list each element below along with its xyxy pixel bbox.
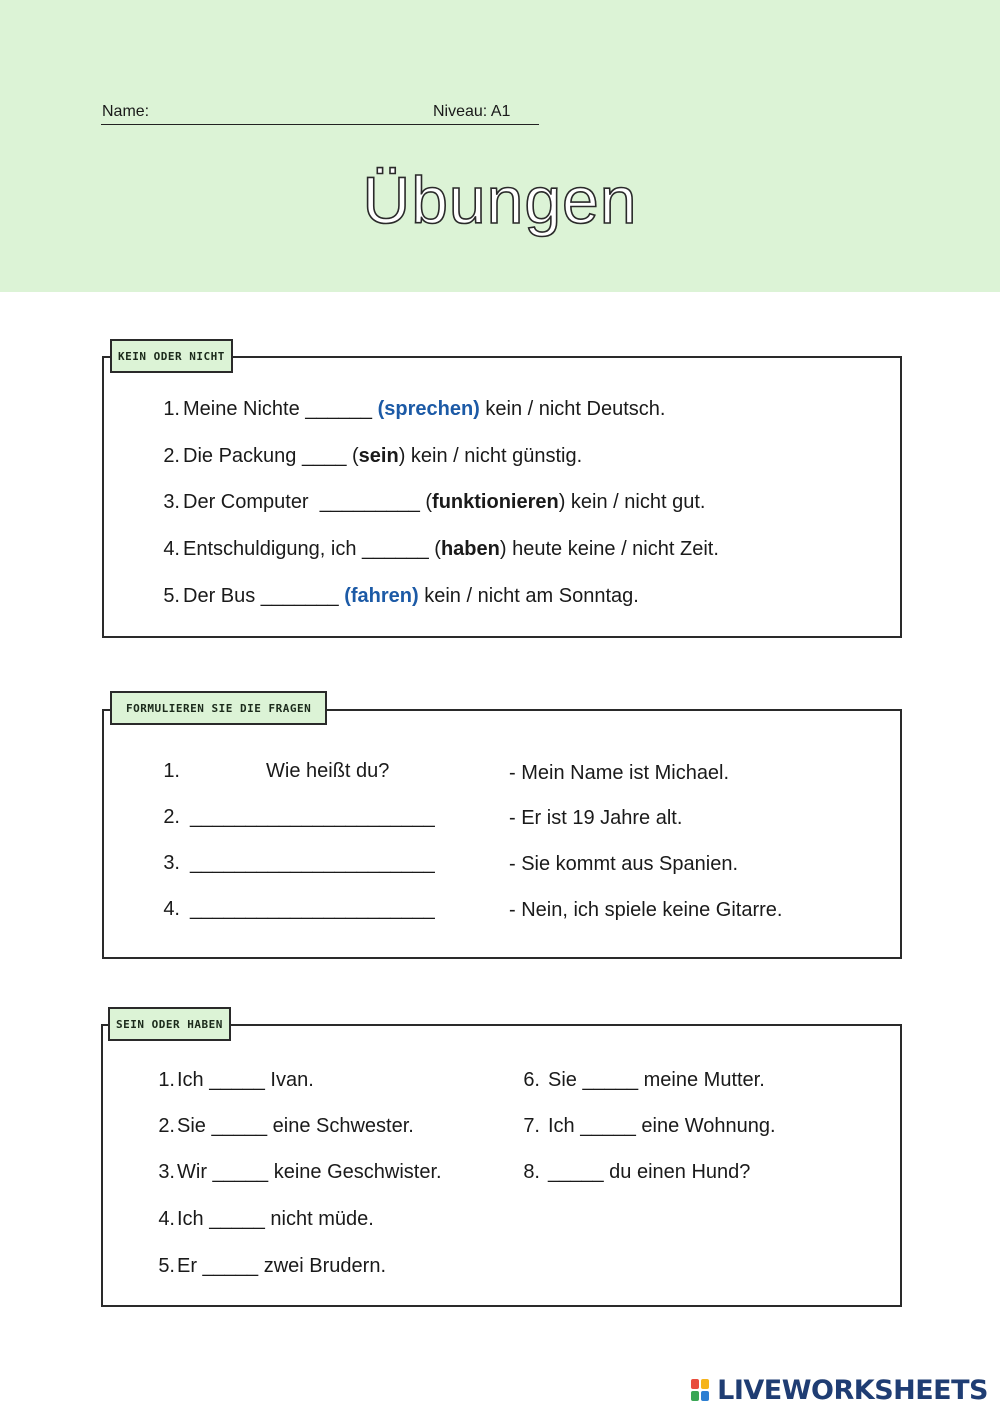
niveau-label: Niveau: A1 xyxy=(433,103,511,120)
item-number: 3. xyxy=(158,1161,175,1183)
logo-square-green xyxy=(691,1391,699,1401)
page-title: Übungen xyxy=(362,163,638,237)
item-text: kein / nicht Deutsch. xyxy=(479,398,666,420)
logo-square-yellow xyxy=(701,1379,709,1389)
item-text: ) kein / nicht gut. xyxy=(558,491,706,513)
question-blank[interactable]: ______________________ xyxy=(190,852,435,874)
logo-square-blue xyxy=(701,1391,709,1401)
name-input-line[interactable] xyxy=(101,124,539,125)
item-text: _____ du einen Hund? xyxy=(548,1161,751,1183)
answer-text: - Er ist 19 Jahre alt. xyxy=(509,807,683,829)
item-number: 5. xyxy=(158,1255,175,1277)
header-band xyxy=(0,0,1000,292)
liveworksheets-logo-icon xyxy=(691,1377,713,1403)
section-tag-kein-oder-nicht: KEIN ODER NICHT xyxy=(110,339,233,373)
item-number: 5. xyxy=(163,585,180,607)
item-text: kein / nicht am Sonntag. xyxy=(418,585,639,607)
verb-hint: funktionieren xyxy=(432,491,559,513)
item-text: Der Bus _______ xyxy=(183,585,345,607)
answer-text: - Nein, ich spiele keine Gitarre. xyxy=(509,899,783,921)
answer-text: - Sie kommt aus Spanien. xyxy=(509,853,738,875)
verb-hint: (sprechen) xyxy=(377,398,480,420)
verb-hint: sein xyxy=(358,445,399,467)
item-number: 8. xyxy=(523,1161,540,1183)
item-text: Ich _____ nicht müde. xyxy=(177,1208,374,1230)
item-text: Ich _____ Ivan. xyxy=(177,1069,314,1091)
question-text: Wie heißt du? xyxy=(266,760,390,782)
question-blank[interactable]: ______________________ xyxy=(190,806,435,828)
item-text: Wir _____ keine Geschwister. xyxy=(177,1161,442,1183)
item-text: ) kein / nicht günstig. xyxy=(398,445,583,467)
item-text: Meine Nichte ______ xyxy=(183,398,378,420)
section-tag-sein-oder-haben: SEIN ODER HABEN xyxy=(108,1007,231,1041)
item-number: 1. xyxy=(158,1069,175,1091)
item-text: Entschuldigung, ich ______ ( xyxy=(183,538,441,560)
item-number: 6. xyxy=(523,1069,540,1091)
item-text: Die Packung ____ ( xyxy=(183,445,359,467)
item-number: 4. xyxy=(158,1208,175,1230)
item-number: 1. xyxy=(163,760,180,782)
verb-hint: haben xyxy=(440,538,500,560)
item-number: 4. xyxy=(163,538,180,560)
item-text: Sie _____ meine Mutter. xyxy=(548,1069,765,1091)
item-number: 3. xyxy=(163,852,180,874)
item-text: ) heute keine / nicht Zeit. xyxy=(499,538,719,560)
item-number: 7. xyxy=(523,1115,540,1137)
item-text: Sie _____ eine Schwester. xyxy=(177,1115,414,1137)
item-number: 4. xyxy=(163,898,180,920)
item-text: Der Computer _________ ( xyxy=(183,491,433,513)
answer-text: - Mein Name ist Michael. xyxy=(509,762,730,784)
brand-wordmark: LIVEWORKSHEETS xyxy=(717,1374,988,1406)
item-text: Ich _____ eine Wohnung. xyxy=(548,1115,776,1137)
item-number: 3. xyxy=(163,491,180,513)
section-tag-fragen: FORMULIEREN SIE DIE FRAGEN xyxy=(110,691,327,725)
liveworksheets-brand[interactable] xyxy=(691,1374,988,1406)
name-label: Name: xyxy=(102,103,150,120)
item-number: 2. xyxy=(163,806,180,828)
logo-square-red xyxy=(691,1379,699,1389)
verb-hint: (fahren) xyxy=(344,585,419,607)
question-blank[interactable]: ______________________ xyxy=(190,898,435,920)
item-number: 2. xyxy=(158,1115,175,1137)
item-number: 1. xyxy=(163,398,180,420)
item-number: 2. xyxy=(163,445,180,467)
item-text: Er _____ zwei Brudern. xyxy=(177,1255,387,1277)
